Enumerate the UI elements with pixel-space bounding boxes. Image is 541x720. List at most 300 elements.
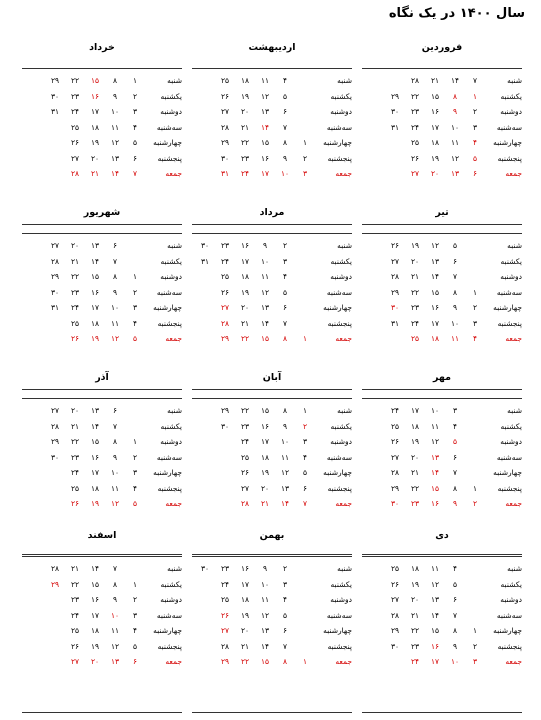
week-row	[192, 331, 352, 346]
week-row	[22, 285, 182, 300]
day-number: ۸	[282, 138, 288, 147]
month-1	[192, 42, 352, 232]
day-number: ۲۸	[390, 468, 400, 477]
week-row	[22, 151, 182, 166]
day-number: ۳۱	[50, 303, 60, 312]
day-number: ۶	[282, 303, 288, 312]
day-number: ۲۷	[50, 406, 60, 415]
day-number: ۱	[302, 406, 308, 415]
weekday-label: چهارشنبه	[493, 303, 522, 312]
day-number: ۱۹	[240, 610, 250, 620]
day-number: ۱۳	[280, 483, 290, 493]
weekday-label: پنجشنبه	[497, 318, 522, 328]
day-number: ۱۸	[410, 421, 420, 431]
day-number: ۲۹	[220, 406, 230, 415]
day-number: ۳	[302, 169, 308, 178]
day-number: ۲۸	[50, 256, 60, 266]
month-name: مرداد	[259, 207, 285, 218]
week-row	[22, 120, 182, 135]
weekday-label: دوشنبه	[500, 437, 522, 446]
day-number: ۲	[132, 91, 138, 101]
day-number: ۱۵	[90, 272, 100, 281]
week-row	[362, 238, 522, 253]
weekday-label: سه‌شنبه	[496, 452, 522, 462]
week-row	[362, 419, 522, 434]
weekday-label: دوشنبه	[160, 107, 182, 116]
day-number: ۷	[282, 641, 288, 651]
day-number: ۲۸	[220, 641, 230, 651]
day-number: ۷	[282, 318, 288, 328]
day-number: ۲۴	[220, 256, 230, 266]
day-number: ۹	[452, 303, 458, 312]
day-number: ۲۰	[70, 241, 80, 250]
week-row	[22, 419, 182, 434]
week-row	[22, 561, 182, 576]
day-number: ۱۰	[260, 579, 270, 589]
day-number: ۷	[282, 122, 288, 132]
day-number: ۱۷	[410, 406, 420, 415]
day-number: ۹	[112, 287, 118, 297]
day-number: ۲۵	[70, 626, 80, 635]
day-number: ۲۴	[390, 406, 400, 415]
day-number: ۲۵	[390, 421, 400, 431]
day-number: ۱۶	[90, 452, 100, 462]
week-row	[192, 434, 352, 449]
day-number: ۲۱	[260, 499, 270, 508]
day-number: ۵	[132, 641, 138, 651]
week-row	[192, 135, 352, 150]
week-row	[362, 73, 522, 88]
day-number: ۲۷	[50, 241, 60, 250]
day-number: ۱۴	[260, 641, 270, 651]
day-number: ۲	[472, 303, 478, 312]
day-number: ۲۴	[70, 107, 80, 116]
weekday-label: سه‌شنبه	[496, 287, 522, 297]
week-row	[22, 403, 182, 418]
day-number: ۱۵	[430, 91, 440, 101]
day-number: ۱۳	[260, 107, 270, 116]
day-number: ۱۱	[450, 334, 460, 343]
day-number: ۲۵	[70, 318, 80, 328]
day-number: ۱۱	[110, 626, 120, 635]
day-number: ۱۹	[90, 499, 100, 508]
weekday-label: یکشنبه	[500, 421, 522, 431]
day-number: ۷	[112, 256, 118, 266]
day-number: ۲۴	[70, 468, 80, 477]
week-row	[192, 577, 352, 592]
day-number: ۸	[452, 91, 458, 101]
day-number: ۱	[302, 138, 308, 147]
day-number: ۲۶	[410, 153, 420, 163]
day-number: ۴	[282, 595, 288, 604]
day-number: ۳۱	[390, 318, 400, 328]
day-number: ۱۰	[110, 468, 120, 477]
day-number: ۴	[132, 483, 138, 493]
weekday-label: سه‌شنبه	[156, 610, 182, 620]
day-number: ۵	[282, 610, 288, 620]
day-number: ۲	[132, 287, 138, 297]
day-number: ۲۹	[220, 657, 230, 666]
day-number: ۱۴	[90, 564, 100, 573]
day-number: ۱۲	[430, 579, 440, 589]
week-row	[192, 151, 352, 166]
day-number: ۲۲	[410, 483, 420, 493]
week-row	[22, 434, 182, 449]
day-number: ۲۶	[70, 499, 80, 508]
day-number: ۱۵	[260, 138, 270, 147]
day-number: ۱۵	[430, 626, 440, 635]
day-number: ۱۸	[90, 122, 100, 132]
week-row	[192, 592, 352, 607]
day-number: ۲۱	[70, 421, 80, 431]
day-number: ۲۷	[240, 483, 250, 493]
weekday-label: پنجشنبه	[157, 153, 182, 163]
day-number: ۱۷	[430, 122, 440, 132]
day-number: ۲۵	[410, 334, 420, 343]
week-row	[192, 269, 352, 284]
day-number: ۱۴	[430, 272, 440, 281]
day-number: ۱۱	[430, 421, 440, 431]
weekday-label: شنبه	[167, 406, 182, 415]
week-row	[192, 254, 352, 269]
week-row	[22, 300, 182, 315]
day-number: ۱۷	[90, 468, 100, 477]
weekday-label: سه‌شنبه	[326, 452, 352, 462]
day-number: ۲۶	[70, 641, 80, 651]
weekday-label: پنجشنبه	[327, 318, 352, 328]
day-number: ۶	[472, 169, 478, 178]
day-number: ۲۸	[390, 610, 400, 620]
weekday-label: سه‌شنبه	[156, 122, 182, 132]
day-number: ۷	[452, 468, 458, 477]
day-number: ۹	[112, 595, 118, 604]
week-row	[362, 481, 522, 496]
day-number: ۲	[132, 595, 138, 604]
day-number: ۲۲	[240, 657, 250, 666]
day-number: ۵	[452, 437, 458, 446]
day-number: ۳۰	[50, 91, 60, 101]
weekday-label: پنجشنبه	[497, 153, 522, 163]
day-number: ۲۶	[390, 241, 400, 250]
day-number: ۳	[302, 437, 308, 446]
month-divider	[192, 556, 352, 557]
day-number: ۱۶	[240, 564, 250, 573]
weekday-label: دوشنبه	[330, 595, 352, 604]
day-number: ۱۹	[410, 437, 420, 446]
day-number: ۳	[472, 122, 478, 132]
day-number: ۳	[472, 318, 478, 328]
weekday-label: پنجشنبه	[327, 483, 352, 493]
week-row	[362, 151, 522, 166]
day-number: ۱۴	[450, 76, 460, 85]
weekday-label: جمعه	[505, 657, 522, 666]
weekday-label: شنبه	[167, 564, 182, 573]
day-number: ۷	[452, 610, 458, 620]
day-number: ۱۹	[90, 138, 100, 147]
day-number: ۲۹	[220, 138, 230, 147]
day-number: ۲۱	[430, 76, 440, 85]
day-number: ۳۱	[50, 107, 60, 116]
day-number: ۱۹	[90, 641, 100, 651]
day-number: ۱۵	[90, 579, 100, 589]
weekday-label: یکشنبه	[500, 579, 522, 589]
week-row	[22, 269, 182, 284]
day-number: ۱۰	[450, 122, 460, 132]
day-number: ۱۶	[90, 287, 100, 297]
month-divider	[22, 398, 182, 399]
day-number: ۲۴	[240, 437, 250, 446]
week-row	[22, 73, 182, 88]
day-number: ۱۰	[260, 256, 270, 266]
day-number: ۱	[472, 626, 478, 635]
month-divider	[22, 556, 182, 557]
week-row	[192, 120, 352, 135]
day-number: ۶	[282, 107, 288, 116]
week-row	[22, 496, 182, 511]
day-number: ۱۰	[450, 318, 460, 328]
weekday-label: جمعه	[505, 499, 522, 508]
month-name: دی	[435, 530, 449, 541]
day-number: ۱۹	[240, 287, 250, 297]
day-number: ۱۷	[260, 169, 270, 178]
weekday-label: جمعه	[165, 169, 182, 178]
day-number: ۱۸	[430, 138, 440, 147]
day-number: ۷	[302, 499, 308, 508]
weekday-label: پنجشنبه	[327, 153, 352, 163]
day-number: ۱۴	[90, 421, 100, 431]
day-number: ۲۱	[70, 256, 80, 266]
day-number: ۲۲	[70, 437, 80, 446]
day-number: ۸	[112, 272, 118, 281]
month-divider	[192, 233, 352, 234]
day-number: ۱	[472, 91, 478, 101]
month-name: بهمن	[259, 530, 285, 541]
day-number: ۱	[132, 579, 138, 589]
day-number: ۲۰	[410, 595, 420, 604]
day-number: ۳	[452, 406, 458, 415]
day-number: ۱۱	[260, 76, 270, 85]
week-row	[192, 608, 352, 623]
weekday-label: شنبه	[167, 241, 182, 250]
day-number: ۱	[132, 76, 138, 85]
day-number: ۲۷	[390, 595, 400, 604]
week-row	[22, 623, 182, 638]
month-name: مهر	[432, 372, 452, 383]
day-number: ۳	[132, 468, 138, 477]
day-number: ۹	[282, 153, 288, 163]
weekday-label: شنبه	[337, 406, 352, 415]
day-number: ۲	[302, 153, 308, 163]
day-number: ۳۱	[390, 122, 400, 132]
month-bottom-rule	[362, 712, 522, 713]
day-number: ۱۴	[260, 318, 270, 328]
day-number: ۳۰	[390, 303, 400, 312]
day-number: ۲۳	[240, 153, 250, 163]
day-number: ۱۶	[90, 91, 100, 101]
day-number: ۱	[132, 437, 138, 446]
day-number: ۱۵	[260, 334, 270, 343]
day-number: ۴	[452, 564, 458, 573]
week-row	[362, 104, 522, 119]
weekday-label: دوشنبه	[160, 595, 182, 604]
day-number: ۱۳	[90, 406, 100, 415]
week-row	[362, 166, 522, 181]
week-row	[192, 166, 352, 181]
day-number: ۱۲	[280, 468, 290, 477]
day-number: ۲۷	[410, 169, 420, 178]
day-number: ۳۱	[200, 256, 210, 266]
day-number: ۳۰	[390, 641, 400, 651]
day-number: ۲	[472, 641, 478, 651]
weekday-label: جمعه	[335, 334, 352, 343]
day-number: ۱۳	[450, 169, 460, 178]
day-number: ۲۴	[410, 122, 420, 132]
weekday-label: چهارشنبه	[323, 303, 352, 312]
week-row	[22, 481, 182, 496]
day-number: ۲۵	[390, 564, 400, 573]
day-number: ۱۰	[110, 107, 120, 116]
day-number: ۱	[132, 272, 138, 281]
week-row	[362, 135, 522, 150]
week-row	[362, 316, 522, 331]
week-row	[362, 120, 522, 135]
day-number: ۳	[282, 256, 288, 266]
month-bottom-rule	[22, 712, 182, 713]
day-number: ۱	[302, 657, 308, 666]
month-10	[192, 530, 352, 720]
week-row	[362, 269, 522, 284]
day-number: ۱۸	[260, 452, 270, 462]
day-number: ۱۹	[430, 153, 440, 163]
day-number: ۱۲	[430, 241, 440, 250]
month-name: اردیبهشت	[248, 42, 296, 53]
day-number: ۶	[282, 626, 288, 635]
day-number: ۸	[282, 406, 288, 415]
day-number: ۲۲	[240, 406, 250, 415]
day-number: ۲۴	[70, 303, 80, 312]
weekday-label: سه‌شنبه	[326, 610, 352, 620]
day-number: ۴	[282, 272, 288, 281]
weekday-label: جمعه	[165, 499, 182, 508]
day-number: ۲۹	[390, 287, 400, 297]
day-number: ۳	[132, 610, 138, 620]
weekday-label: چهارشنبه	[323, 626, 352, 635]
week-row	[362, 285, 522, 300]
day-number: ۲۹	[390, 626, 400, 635]
day-number: ۲۷	[70, 657, 80, 666]
month-name: آذر	[95, 372, 109, 383]
weekday-label: دوشنبه	[500, 595, 522, 604]
week-row	[192, 403, 352, 418]
week-row	[362, 592, 522, 607]
weekday-label: دوشنبه	[330, 107, 352, 116]
day-number: ۳۰	[200, 241, 210, 250]
day-number: ۲۴	[410, 657, 420, 666]
day-number: ۱۳	[90, 241, 100, 250]
weekday-label: یکشنبه	[160, 91, 182, 101]
day-number: ۲۸	[50, 421, 60, 431]
week-row	[362, 496, 522, 511]
month-name: آبان	[262, 372, 282, 383]
week-row	[362, 403, 522, 418]
day-number: ۲۳	[240, 421, 250, 431]
weekday-label: دوشنبه	[330, 272, 352, 281]
weekday-label: پنجشنبه	[327, 641, 352, 651]
week-row	[362, 434, 522, 449]
day-number: ۴	[282, 76, 288, 85]
week-row	[192, 419, 352, 434]
day-number: ۲۴	[70, 610, 80, 620]
day-number: ۸	[452, 626, 458, 635]
day-number: ۳۰	[220, 421, 230, 431]
month-9	[362, 530, 522, 720]
month-0	[362, 42, 522, 232]
weekday-label: شنبه	[507, 76, 522, 85]
day-number: ۲۸	[220, 122, 230, 132]
weekday-label: جمعه	[165, 334, 182, 343]
day-number: ۲۰	[430, 169, 440, 178]
day-number: ۲۳	[70, 287, 80, 297]
day-number: ۱۲	[450, 153, 460, 163]
day-number: ۱۱	[110, 483, 120, 493]
day-number: ۵	[282, 287, 288, 297]
day-number: ۳	[472, 657, 478, 666]
day-number: ۱۸	[90, 483, 100, 493]
day-number: ۵	[282, 91, 288, 101]
day-number: ۸	[452, 287, 458, 297]
month-name: فروردین	[421, 42, 463, 53]
day-number: ۲۶	[220, 610, 230, 620]
weekday-label: سه‌شنبه	[496, 122, 522, 132]
day-number: ۲۲	[70, 76, 80, 85]
month-3	[362, 207, 522, 397]
day-number: ۱	[472, 483, 478, 493]
day-number: ۶	[452, 595, 458, 604]
weekday-label: شنبه	[167, 76, 182, 85]
week-row	[362, 254, 522, 269]
day-number: ۱۶	[430, 641, 440, 651]
day-number: ۲۳	[70, 91, 80, 101]
day-number: ۹	[112, 91, 118, 101]
day-number: ۱۸	[90, 318, 100, 328]
day-number: ۲۹	[50, 437, 60, 446]
day-number: ۲۶	[240, 468, 250, 477]
day-number: ۲۰	[410, 452, 420, 462]
week-row	[22, 135, 182, 150]
day-number: ۱۶	[240, 241, 250, 250]
weekday-label: دوشنبه	[160, 437, 182, 446]
weekday-label: چهارشنبه	[323, 468, 352, 477]
day-number: ۱۷	[90, 107, 100, 116]
day-number: ۸	[112, 579, 118, 589]
day-number: ۴	[132, 122, 138, 132]
day-number: ۴	[472, 334, 478, 343]
day-number: ۸	[452, 483, 458, 493]
day-number: ۲۰	[240, 303, 250, 312]
day-number: ۳	[132, 303, 138, 312]
month-divider	[362, 233, 522, 234]
weekday-label: یکشنبه	[330, 91, 352, 101]
day-number: ۳	[132, 107, 138, 116]
month-divider	[362, 398, 522, 399]
day-number: ۱۴	[110, 169, 120, 178]
day-number: ۱۵	[90, 76, 100, 85]
day-number: ۱۵	[430, 287, 440, 297]
weekday-label: یکشنبه	[330, 421, 352, 431]
week-row	[22, 577, 182, 592]
day-number: ۱۳	[260, 626, 270, 635]
day-number: ۱۷	[430, 657, 440, 666]
